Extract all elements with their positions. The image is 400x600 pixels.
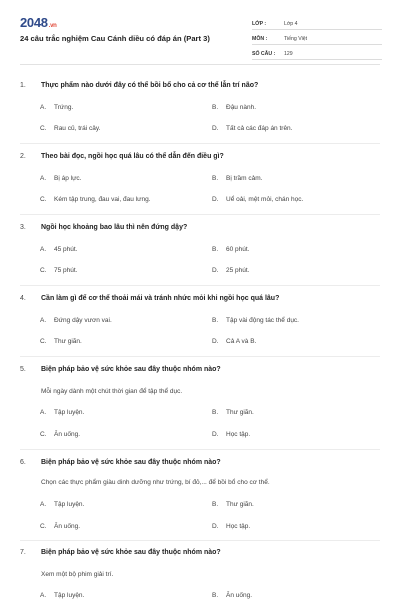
logo-suffix-text: .vn bbox=[48, 23, 57, 29]
question-statement: Chọn các thực phẩm giàu dinh dưỡng như trứng, bí đỏ,... để bồi bổ cho cơ thể. bbox=[41, 479, 270, 486]
option-key: D. bbox=[212, 431, 219, 438]
question-separator bbox=[20, 214, 380, 215]
option-text: Học tập. bbox=[226, 523, 251, 530]
option-key: A. bbox=[40, 592, 47, 599]
option-text: Tập luyện. bbox=[54, 501, 85, 508]
question-text: Biện pháp bảo vệ sức khỏe sau đây thuộc nhóm nào? bbox=[41, 366, 221, 373]
question-number: 5. bbox=[20, 366, 26, 373]
question-text: Ngồi học khoảng bao lâu thì nên đứng dậy? bbox=[41, 224, 188, 231]
option-text: 25 phút. bbox=[226, 267, 250, 274]
option-text: Kém tập trung, đau vai, đau lưng. bbox=[54, 196, 151, 203]
option-b[interactable] bbox=[212, 317, 299, 324]
option-text: Ăn uống. bbox=[54, 523, 81, 530]
option-key: B. bbox=[212, 501, 219, 508]
option-b[interactable] bbox=[212, 175, 262, 182]
question-text: Biện pháp bảo vệ sức khỏe sau đây thuộc nhóm nào? bbox=[41, 549, 221, 556]
option-key: C. bbox=[40, 431, 47, 438]
option-key: C. bbox=[40, 338, 47, 345]
option-b[interactable] bbox=[212, 409, 254, 416]
meta-value-subject: Tiếng Việt bbox=[284, 36, 308, 42]
option-key: D. bbox=[212, 523, 219, 530]
option-key: A. bbox=[40, 175, 47, 182]
option-b[interactable] bbox=[212, 246, 250, 253]
meta-row-count bbox=[252, 45, 382, 60]
option-key: C. bbox=[40, 523, 47, 530]
option-text: Bị trầm cảm. bbox=[226, 175, 263, 182]
option-text: Tất cả các đáp án trên. bbox=[226, 125, 293, 132]
meta-label-subject: MÔN : bbox=[252, 36, 268, 42]
option-key: B. bbox=[212, 246, 219, 253]
option-text: Tập vài động tác thể dục. bbox=[226, 317, 299, 324]
option-key: A. bbox=[40, 317, 47, 324]
meta-value-grade: Lớp 4 bbox=[284, 21, 298, 27]
option-text: 45 phút. bbox=[54, 246, 78, 253]
option-d[interactable] bbox=[212, 431, 250, 438]
meta-info bbox=[252, 15, 382, 60]
logo-main-text: 2048 bbox=[20, 15, 48, 30]
question-separator bbox=[20, 540, 380, 541]
option-c[interactable] bbox=[40, 338, 82, 345]
option-text: Học tập. bbox=[226, 431, 251, 438]
document-title: 24 câu trắc nghiệm Cau Cánh diều có đáp án (Part 3) bbox=[20, 34, 210, 43]
option-key: C. bbox=[40, 125, 47, 132]
option-a[interactable] bbox=[40, 592, 84, 599]
question-number: 1. bbox=[20, 82, 26, 89]
option-a[interactable] bbox=[40, 175, 81, 182]
option-a[interactable] bbox=[40, 409, 84, 416]
option-key: A. bbox=[40, 501, 47, 508]
option-text: Ăn uống. bbox=[226, 592, 253, 599]
question-number: 2. bbox=[20, 153, 26, 160]
site-logo[interactable] bbox=[20, 15, 57, 30]
option-text: 75 phút. bbox=[54, 267, 78, 274]
option-text: Ăn uống. bbox=[54, 431, 81, 438]
question-separator bbox=[20, 285, 380, 286]
option-text: Tập luyện. bbox=[54, 592, 85, 599]
option-text: Uể oải, mệt mỏi, chán học. bbox=[226, 196, 304, 203]
option-a[interactable] bbox=[40, 104, 73, 111]
option-key: A. bbox=[40, 409, 47, 416]
meta-label-grade: LỚP : bbox=[252, 21, 267, 27]
option-d[interactable] bbox=[212, 125, 292, 132]
option-a[interactable] bbox=[40, 317, 112, 324]
option-c[interactable] bbox=[40, 267, 78, 274]
option-key: D. bbox=[212, 125, 219, 132]
option-text: Thư giãn. bbox=[54, 338, 82, 345]
option-d[interactable] bbox=[212, 338, 256, 345]
option-key: B. bbox=[212, 317, 219, 324]
question-text: Biện pháp bảo vệ sức khỏe sau đây thuộc nhóm nào? bbox=[41, 459, 221, 466]
question-statement: Xem một bộ phim giải trí. bbox=[41, 571, 114, 578]
option-text: Trứng. bbox=[54, 104, 74, 111]
option-d[interactable] bbox=[212, 523, 250, 530]
option-c[interactable] bbox=[40, 523, 80, 530]
option-text: 60 phút. bbox=[226, 246, 250, 253]
option-text: Cả A và B. bbox=[226, 338, 257, 345]
meta-row-subject bbox=[252, 30, 382, 45]
option-b[interactable] bbox=[212, 501, 254, 508]
option-key: A. bbox=[40, 104, 47, 111]
meta-row-grade bbox=[252, 15, 382, 30]
question-separator bbox=[20, 356, 380, 357]
option-text: Bị áp lực. bbox=[54, 175, 82, 182]
option-key: B. bbox=[212, 175, 219, 182]
option-b[interactable] bbox=[212, 104, 256, 111]
question-text: Cần làm gì để cơ thể thoải mái và tránh nhức mỏi khi ngồi học quá lâu? bbox=[41, 295, 280, 302]
option-key: D. bbox=[212, 267, 219, 274]
option-a[interactable] bbox=[40, 246, 78, 253]
option-key: B. bbox=[212, 592, 219, 599]
option-a[interactable] bbox=[40, 501, 84, 508]
question-number: 7. bbox=[20, 549, 26, 556]
header-divider bbox=[20, 64, 380, 65]
option-text: Đậu nành. bbox=[226, 104, 256, 111]
option-c[interactable] bbox=[40, 431, 80, 438]
question-statement: Mỗi ngày dành một chút thời gian để tập thể dục. bbox=[41, 388, 183, 395]
option-key: C. bbox=[40, 267, 47, 274]
option-c[interactable] bbox=[40, 125, 100, 132]
question-separator bbox=[20, 143, 380, 144]
option-text: Tập luyện. bbox=[54, 409, 85, 416]
option-key: B. bbox=[212, 104, 219, 111]
option-text: Thư giãn. bbox=[226, 501, 254, 508]
meta-label-count: SỐ CÂU : bbox=[252, 51, 276, 57]
option-b[interactable] bbox=[212, 592, 252, 599]
option-text: Thư giãn. bbox=[226, 409, 254, 416]
meta-value-count: 129 bbox=[284, 51, 293, 57]
option-key: C. bbox=[40, 196, 47, 203]
option-key: D. bbox=[212, 338, 219, 345]
option-key: B. bbox=[212, 409, 219, 416]
option-d[interactable] bbox=[212, 267, 250, 274]
question-number: 4. bbox=[20, 295, 26, 302]
page-header bbox=[0, 0, 400, 70]
option-c[interactable] bbox=[40, 196, 151, 203]
option-text: Đứng dậy vươn vai. bbox=[54, 317, 112, 324]
question-number: 6. bbox=[20, 459, 26, 466]
question-text: Theo bài đọc, ngồi học quá lâu có thể dẫn đến điều gì? bbox=[41, 153, 224, 160]
option-key: D. bbox=[212, 196, 219, 203]
option-key: A. bbox=[40, 246, 47, 253]
question-text: Thực phẩm nào dưới đây có thể bồi bổ cho cả cơ thể lẫn trí não? bbox=[41, 82, 259, 89]
question-separator bbox=[20, 449, 380, 450]
question-number: 3. bbox=[20, 224, 26, 231]
option-text: Rau củ, trái cây. bbox=[54, 125, 101, 132]
option-d[interactable] bbox=[212, 196, 303, 203]
